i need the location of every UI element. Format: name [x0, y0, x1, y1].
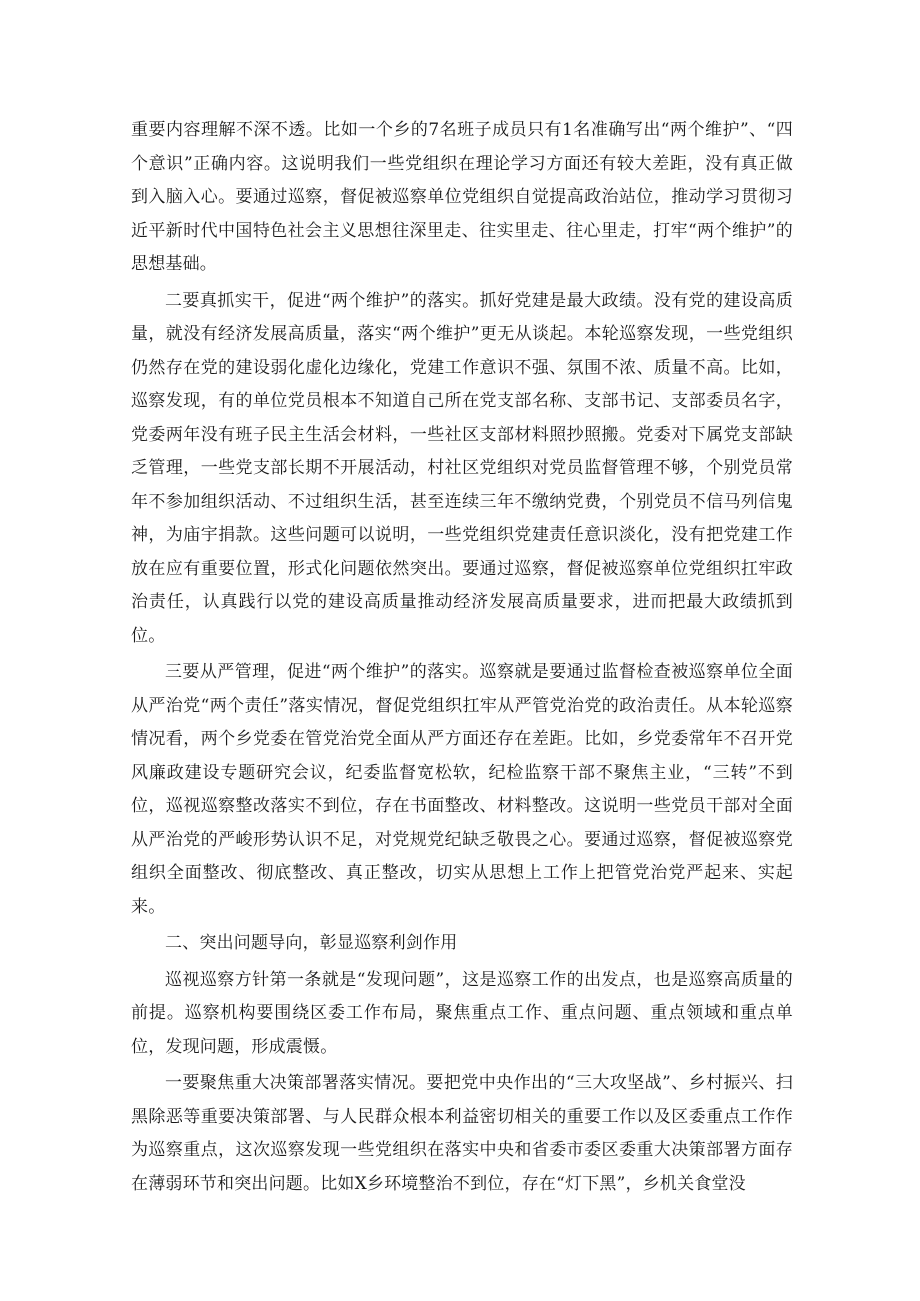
document-page — [131, 114, 793, 1204]
paragraph-major-decisions: 一要聚焦重大决策部署落实情况。要把党中央作出的“三大攻坚战”、乡村振兴、扫黑除恶等重要决策部署、与人民群众根本利益密切相关的重要工作以及区委重点工作作为巡察重点，这次巡察发现一些党组织在落实中央和省委市委区委重大决策部署方面存在薄弱环节和突出问题。比如X乡环境整治不到位，存在“灯下黑”，乡机关食堂没 — [131, 1073, 793, 1194]
paragraph-continuation: 重要内容理解不深不透。比如一个乡的7名班子成员只有1名准确写出“两个维护”、“四个意识”正确内容。这说明我们一些党组织在理论学习方面还有较大差距，没有真正做到入脑入心。要通过巡察，督促被巡察单位党组织自觉提高政治站位，推动学习贯彻习近平新时代中国特色社会主义思想往深里走、往实里走、往心里走，打牢“两个维护”的思想基础。 — [131, 120, 793, 274]
paragraph-problem-discovery: 巡视巡察方针第一条就是“发现问题”，这是巡察工作的出发点，也是巡察高质量的前提。巡察机构要围绕区委工作布局，聚焦重点工作、重点问题、重点领域和重点单位，发现问题，形成震慑。 — [131, 969, 793, 1057]
paragraph-strict-management: 三要从严管理，促进“两个维护”的落实。巡察就是要通过监督检查被巡察单位全面从严治党“两个责任”落实情况，督促党组织扛牢从严管党治党的政治责任。从本轮巡察情况看，两个乡党委在管党治党全面从严方面还存在差距。比如，乡党委常年不召开党风廉政建设专题研究会议，纪委监督宽松软，纪检监察干部不聚焦主业，“三转”不到位，巡视巡察整改落实不到位，存在书面整改、材料整改。这说明一些党员干部对全面从严治党的严峻形势认识不足，对党规党纪缺乏敬畏之心。要通过巡察，督促被巡察党组织全面整改、彻底整改、真正整改，切实从思想上工作上把管党治党严起来、实起来。 — [131, 662, 793, 917]
section-heading: 二、突出问题导向，彰显巡察利剑作用 — [165, 933, 458, 953]
paragraph-real-work: 二要真抓实干，促进“两个维护”的落实。抓好党建是最大政绩。没有党的建设高质量，就没有经济发展高质量，落实“两个维护”更无从谈起。本轮巡察发现，一些党组织仍然存在党的建设弱化虚化边缘化，党建工作意识不强、氛围不浓、质量不高。比如，巡察发现，有的单位党员根本不知道自己所在党支部名称、支部书记、支部委员名字，党委两年没有班子民主生活会材料，一些社区支部材料照抄照搬。党委对下属党支部缺乏管理，一些党支部长期不开展活动，村社区党组织对党员监督管理不够，个别党员常年不参加组织活动、不过组织生活，甚至连续三年不缴纳党费，个别党员不信马列信鬼神，为庙宇捐款。这些问题可以说明，一些党组织党建责任意识淡化，没有把党建工作放在应有重要位置，形式化问题依然突出。要通过巡察，督促被巡察单位党组织扛牢政治责任，认真践行以党的建设高质量推动经济发展高质量要求，进而把最大政绩抓到位。 — [131, 290, 793, 646]
